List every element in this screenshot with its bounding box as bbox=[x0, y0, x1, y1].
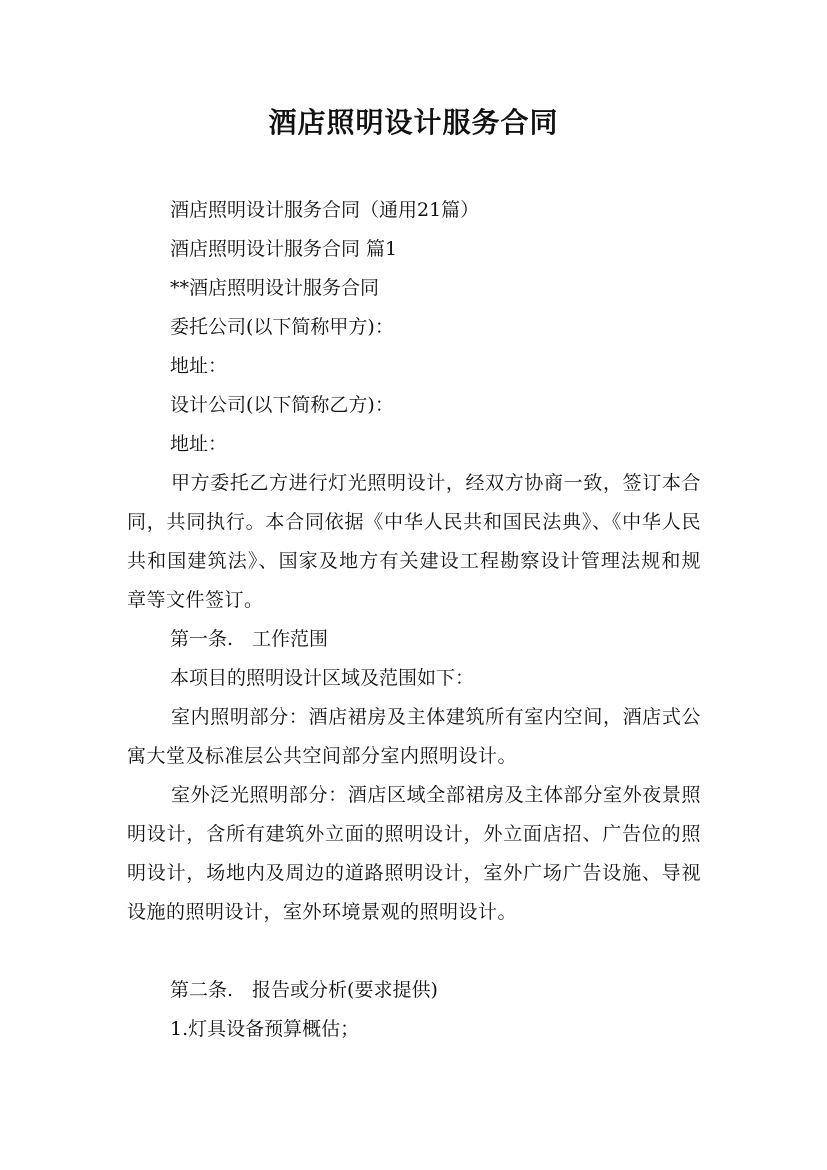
article-2-item-1: 1.灯具设备预算概估； bbox=[170, 1018, 360, 1040]
article-2-heading: 第二条. 报告或分析(要求提供) bbox=[170, 979, 438, 1001]
agreement-paragraph: 甲方委托乙方进行灯光照明设计，经双方协商一致，签订本合同，共同执行。本合同依据《中华人民共和国民法典》、《中华人民共和国建筑法》、国家及地方有关建设工程勘察设计管理法规和规章等文件签订。 bbox=[127, 472, 701, 611]
document-title: 酒店照明设计服务合同 bbox=[268, 106, 559, 139]
article-1-intro: 本项目的照明设计区域及范围如下： bbox=[170, 667, 475, 689]
party-b-line: 设计公司(以下简称乙方)： bbox=[170, 394, 394, 416]
outdoor-lighting-paragraph: 室外泛光照明部分：酒店区域全部裙房及主体部分室外夜景照明设计，含所有建筑外立面的照明设计，外立面店招、广告位的照明设计，场地内及周边的道路照明设计，室外广场广告设施、导视设施的照明设计，室外环境景观的照明设计。 bbox=[127, 784, 701, 923]
indoor-lighting-paragraph: 室内照明部分：酒店裙房及主体建筑所有室内空间，酒店式公寓大堂及标准层公共空间部分室内照明设计。 bbox=[127, 706, 701, 767]
subtitle-line: 酒店照明设计服务合同（通用21篇） bbox=[170, 199, 480, 221]
party-a-address-line: 地址： bbox=[170, 355, 228, 377]
section-heading: 酒店照明设计服务合同 篇1 bbox=[170, 238, 398, 260]
article-1-heading: 第一条. 工作范围 bbox=[170, 628, 329, 650]
contract-name-line: **酒店照明设计服务合同 bbox=[170, 277, 380, 299]
party-b-address-line: 地址： bbox=[170, 433, 228, 455]
party-a-line: 委托公司(以下简称甲方)： bbox=[170, 316, 394, 338]
